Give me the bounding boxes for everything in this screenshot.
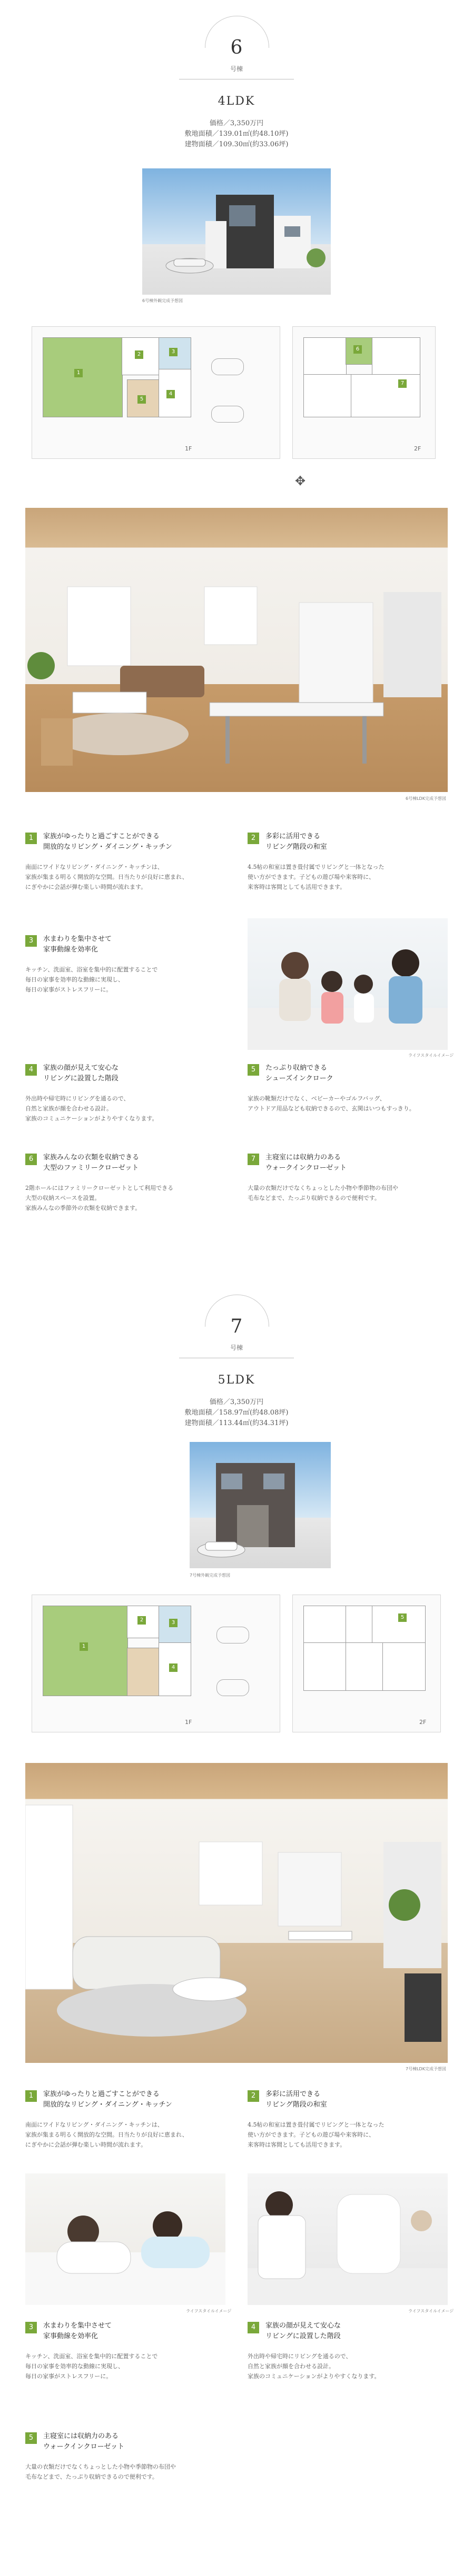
feature-5	[248, 1063, 437, 1137]
family-illustration	[25, 2173, 225, 2305]
feature-2	[248, 831, 437, 905]
marker-5: 5	[398, 1613, 407, 1622]
feature-title: 家族がゆったりと過ごすことができる 開放的なリビング・ダイニング・キッチン	[43, 2090, 172, 2109]
feature-body: 4.5帖の和室は置き畳付属でリビングと一体となった 使い方ができます。子どもの遊び場や来客時に、 来客時は客間としても活用できます。	[248, 864, 385, 890]
room-ldk	[43, 1606, 128, 1696]
feature-body: キッチン、洗面室、浴室を集中的に配置することで 毎日の家事を効率的な動線に実現し、 毎日の家事がストレスフリーに。	[25, 966, 158, 993]
house-6-section	[0, 0, 473, 1284]
feature-number: 1	[25, 833, 37, 844]
feature-4	[248, 2321, 437, 2394]
interior-caption: 6号棟LDK完成予想図	[406, 796, 446, 801]
layout-type: 4LDK	[218, 95, 255, 108]
feature-title: 多彩に活用できる リビング階段の和室	[265, 833, 327, 851]
interior-caption: 7号棟LDK完成予想図	[406, 2067, 446, 2071]
marker-7: 7	[398, 379, 407, 388]
building-area: 建物面積／113.44㎡(約34.31坪)	[184, 1419, 289, 1427]
house-number: 6	[230, 37, 243, 58]
floor-plan-1f	[32, 1595, 280, 1732]
feature-title: たっぷり収納できる シューズインクローク	[265, 1064, 333, 1082]
room-stairs	[159, 369, 191, 417]
feature-title: 家族の顔が見えて安心な リビングに設置した階段	[265, 2322, 341, 2340]
feature-body: 家族の靴類だけでなく、ベビーカーやゴルフバッグ、 アウトドア用品なども収納できるので、玄関はいつもすっきり。	[248, 1095, 415, 1112]
room-master-bedroom	[382, 1642, 426, 1691]
feature-4	[25, 1063, 215, 1137]
land-area: 敷地面積／158.97㎡(約48.08坪)	[184, 1409, 289, 1417]
room-master-bedroom	[351, 374, 420, 417]
parking-car	[211, 358, 244, 375]
layout-type: 5LDK	[218, 1374, 255, 1387]
feature-1	[25, 831, 215, 905]
room-bedroom	[372, 337, 420, 375]
lifestyle-caption: ライフスタイルイメージ	[408, 2309, 454, 2313]
house-7-section	[0, 1284, 473, 2576]
room-bedroom	[303, 374, 352, 417]
feature-body: 南面にワイドなリビング・ダイニング・キッチンは、 家族が集まる明るく開放的な空間。日当たりが良好に恵まれ、 にぎやかに会話が弾む楽しい時間が流れます。	[25, 864, 188, 890]
exterior-photo	[190, 1442, 331, 1568]
feature-5	[25, 2431, 215, 2505]
floor-plan-2f	[292, 1595, 441, 1732]
room-bedroom	[303, 337, 347, 375]
feature-body: 外出時や帰宅時にリビングを通るので、 自然と家族が顔を合わせる設計。 家族のコミュニケーションがよりやすくなります。	[25, 1095, 158, 1122]
house-number-suffix: 号棟	[230, 65, 243, 73]
feature-6	[25, 1152, 215, 1226]
marker-1: 1	[74, 369, 83, 377]
floor-label: 2F	[419, 1719, 427, 1726]
feature-title: 多彩に活用できる リビング階段の和室	[265, 2090, 327, 2109]
marker-6: 6	[353, 345, 362, 354]
feature-number: 7	[248, 1154, 259, 1165]
feature-body: 南面にワイドなリビング・ダイニング・キッチンは、 家族が集まる明るく開放的な空間。日当たりが良好に恵まれ、 にぎやかに会話が弾む楽しい時間が流れます。	[25, 2121, 188, 2148]
interior-illustration	[25, 508, 448, 792]
feature-title: 家族みんなの衣類を収納できる 大型のファミリークローゼット	[43, 1154, 140, 1172]
feature-1	[25, 2089, 215, 2163]
feature-3	[25, 2321, 215, 2394]
lifestyle-photo	[25, 2173, 225, 2305]
feature-body: 大量の衣類だけでなくちょっとした小物や季節物の布団や 毛布などまで、たっぷり収納できるので便利です。	[25, 2463, 176, 2480]
feature-title: 家族の顔が見えて安心な リビングに設置した階段	[43, 1064, 119, 1082]
lifestyle-caption: ライフスタイルイメージ	[408, 1053, 454, 1058]
room-bedroom	[372, 1606, 426, 1643]
interior-illustration	[25, 1763, 448, 2063]
interior-photo	[25, 1763, 448, 2063]
feature-body: 4.5帖の和室は置き畳付属でリビングと一体となった 使い方ができます。子どもの遊び場や来客時に、 来客時は客間としても活用できます。	[248, 2121, 385, 2148]
room-ldk	[43, 337, 123, 417]
floor-plan-1f	[32, 326, 280, 459]
interior-photo	[25, 508, 448, 792]
feature-3	[25, 934, 215, 1008]
marker-3: 3	[169, 348, 178, 356]
room-hall	[346, 1606, 373, 1643]
feature-title: 主寝室には収納力のある ウォークインクローゼット	[43, 2432, 125, 2451]
exterior-photo	[142, 168, 331, 295]
feature-body: 大量の衣類だけでなくちょっとした小物や季節物の布団や 毛布などまで、たっぷり収納できるので便利です。	[248, 1185, 398, 1201]
marker-1: 1	[80, 1642, 88, 1651]
feature-title: 家族がゆったりと過ごすことができる 開放的なリビング・ダイニング・キッチン	[43, 833, 172, 851]
exterior-caption: 6号棟外観完成予想図	[142, 298, 183, 303]
lifestyle-caption: ライフスタイルイメージ	[186, 2309, 232, 2313]
family-illustration	[248, 918, 448, 1050]
feature-number: 3	[25, 935, 37, 947]
compass-icon: ✥	[295, 474, 306, 488]
marker-4: 4	[166, 390, 175, 398]
feature-number: 5	[25, 2432, 37, 2444]
feature-2	[248, 2089, 437, 2163]
feature-number: 2	[248, 2090, 259, 2102]
feature-title: 主寝室には収納力のある ウォークインクローゼット	[265, 1154, 347, 1172]
feature-body: 外出時や帰宅時にリビングを通るので、 自然と家族が顔を合わせる設計。 家族のコミュニケーションがよりやすくなります。	[248, 2353, 380, 2380]
price: 価格／3,350万円	[209, 119, 264, 127]
feature-number: 5	[248, 1064, 259, 1076]
feature-7	[248, 1152, 437, 1226]
floor-label: 1F	[185, 1719, 192, 1726]
room-bedroom	[346, 1642, 383, 1691]
floor-label: 2F	[414, 445, 421, 452]
marker-4: 4	[169, 1663, 178, 1672]
house-number-suffix: 号棟	[230, 1344, 243, 1351]
house-number: 7	[230, 1316, 243, 1337]
marker-5: 5	[137, 395, 146, 404]
feature-number: 2	[248, 833, 259, 844]
feature-number: 4	[248, 2322, 259, 2333]
room-bedroom	[303, 1642, 347, 1691]
exterior-illustration	[190, 1442, 331, 1568]
marker-2: 2	[135, 350, 143, 359]
room-bedroom	[303, 1606, 347, 1643]
marker-2: 2	[137, 1616, 146, 1625]
exterior-caption: 7号棟外観完成予想図	[190, 1573, 231, 1578]
feature-number: 1	[25, 2090, 37, 2102]
feature-title: 水まわりを集中させて 家事動線を効率化	[43, 935, 112, 954]
parking-car	[216, 1679, 249, 1696]
feature-number: 6	[25, 1154, 37, 1165]
lifestyle-photo-2	[248, 2173, 448, 2305]
floor-label: 1F	[185, 445, 192, 452]
parking-car	[216, 1627, 249, 1643]
feature-number: 3	[25, 2322, 37, 2333]
price: 価格／3,350万円	[209, 1398, 264, 1406]
exterior-illustration	[142, 168, 331, 295]
lifestyle-photo	[248, 918, 448, 1050]
feature-number: 4	[25, 1064, 37, 1076]
land-area: 敷地面積／139.01㎡(約48.10坪)	[184, 130, 289, 138]
room-entrance	[127, 1648, 160, 1696]
cooking-illustration	[248, 2173, 448, 2305]
parking-car	[211, 406, 244, 423]
marker-3: 3	[169, 1619, 178, 1627]
building-area: 建物面積／109.30㎡(約33.06坪)	[184, 141, 289, 148]
feature-body: キッチン、洗面室、浴室を集中的に配置することで 毎日の家事を効率的な動線に実現し、 毎日の家事がストレスフリーに。	[25, 2353, 158, 2380]
floor-plan-2f	[292, 326, 436, 459]
feature-title: 水まわりを集中させて 家事動線を効率化	[43, 2322, 112, 2340]
feature-body: 2階ホールにはファミリークローゼットとして利用できる 大型の収納スペースを設置。 家族みんなの季節外の衣類を収納できます。	[25, 1185, 174, 1211]
